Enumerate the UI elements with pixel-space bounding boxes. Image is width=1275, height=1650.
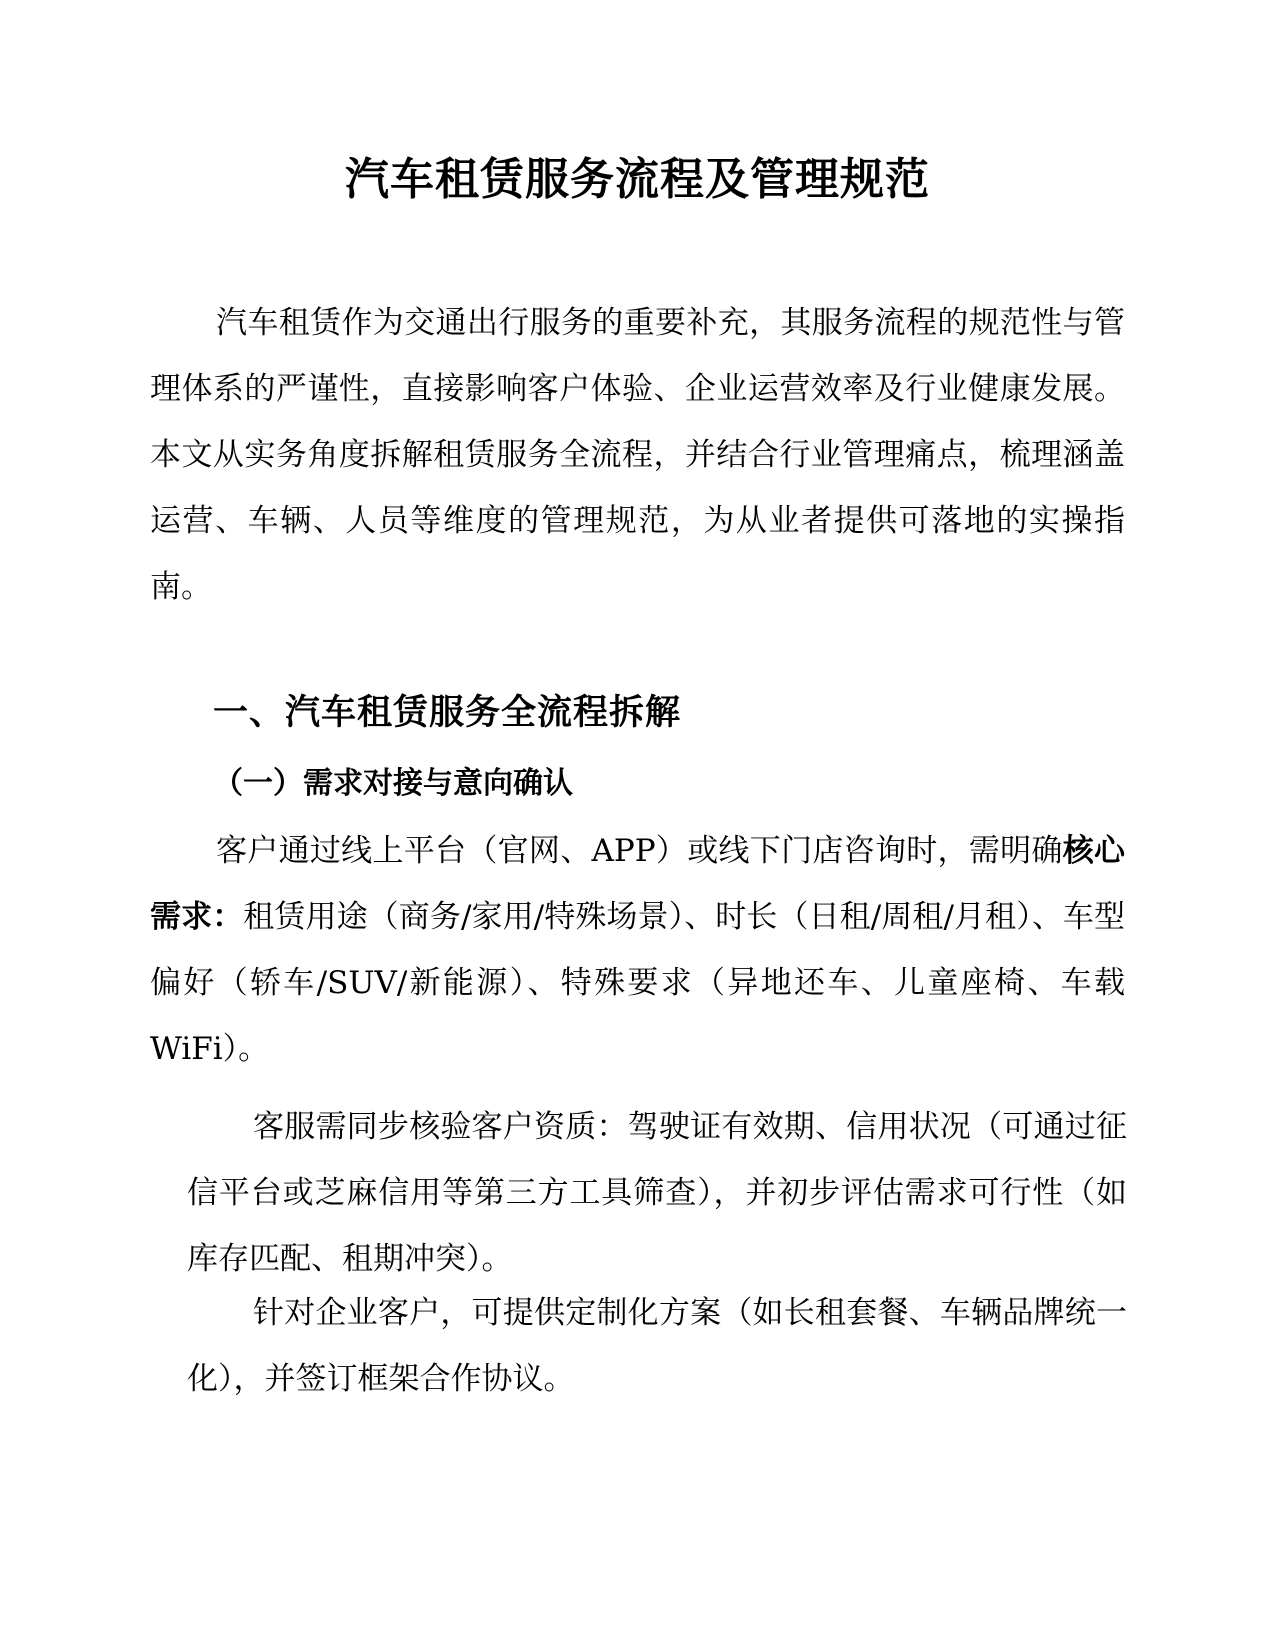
document-title: 汽车租赁服务流程及管理规范	[345, 154, 930, 205]
body-paragraph-3: 针对企业客户，可提供定制化方案（如长租套餐、车辆品牌统一化），并签订框架合作协议。	[187, 1295, 1127, 1397]
subsection-heading: （一）需求对接与意向确认	[213, 766, 573, 801]
bold-lead-label: 核心需求：	[150, 833, 1125, 935]
paragraph-text: 客户通过线上平台（官网、APP）或线下门店咨询时，需明确	[216, 833, 1063, 869]
paragraph-text: 租赁用途（商务/家用/特殊场景）、时长（日租/周租/月租）、车型偏好（轿车/SUV/新能源）、特殊要求（异地还车、儿童座椅、车载 WiFi）。	[150, 899, 1126, 1067]
body-paragraph-2: 客服需同步核验客户资质：驾驶证有效期、信用状况（可通过征信平台或芝麻信用等第三方工具筛查），并初步评估需求可行性（如库存匹配、租期冲突）。	[187, 1109, 1127, 1277]
body-paragraph-1	[150, 818, 1125, 1082]
section-heading: 一、汽车租赁服务全流程拆解	[213, 693, 682, 733]
intro-paragraph: 汽车租赁作为交通出行服务的重要补充，其服务流程的规范性与管理体系的严谨性，直接影响客户体验、企业运营效率及行业健康发展。本文从实务角度拆解租赁服务全流程，并结合行业管理痛点，梳理涵盖运营、车辆、人员等维度的管理规范，为从业者提供可落地的实操指南。	[150, 305, 1125, 605]
